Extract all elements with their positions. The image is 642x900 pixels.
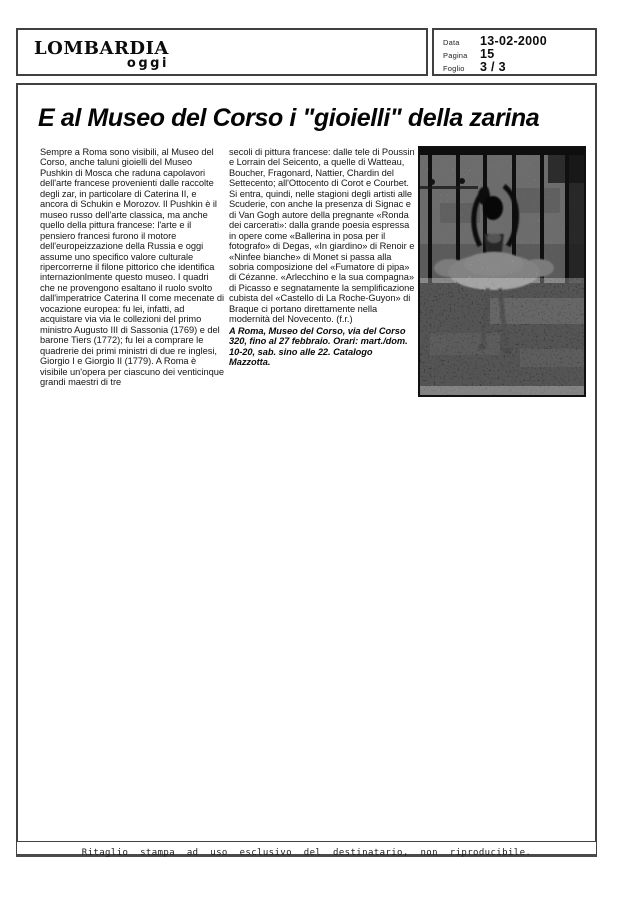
article-column-1: Sempre a Roma sono visibili, al Museo del Corso, anche taluni gioielli del Museo Pushkin di Mosca che raduna capolavori dell'arte francese provenienti dalle raccolte degli zar, in particolare di Caterina II, e ancora di Schukin e Morozov. Il Pushkin è il museo russo dell'arte classica, ma anche quello della pittura francese: l'arte e il pensiero francesi furono il motore dell'europeizzazione della Russia e oggi assume uno specifico valore culturale ripercorrerne il filone pittorico che identifica internazionlmente questo museo. I quadri che ne provengono esaltano il ruolo svolto dall'imperatrice Caterina II come mecenate di vocazione europea: fu lei, infatti, ad acquistare via via le collezioni del primo ministro Augusto III di Sassonia (1769) e del barone Tiers (1772); fu lei a comprare le quadrerie dei primi ministri di due re inglesi, Giorgio I e Giorgio II (1779). A Roma è visibile un'opera per ciascuno dei venticinque grandi maestri di tre — [40, 147, 224, 387]
article-headline: E al Museo del Corso i "gioielli" della zarina — [38, 104, 540, 132]
publication-logo — [34, 40, 169, 70]
footer-disclaimer-text: Ritaglio stampa ad uso esclusivo del destinatario, non riproducibile. — [81, 848, 532, 858]
article-info-block: A Roma, Museo del Corso, via del Corso 320, fino al 27 febbraio. Orari: mart./dom. 10-20, sab. sino alle 22. Catalogo Mazzotta. — [229, 325, 408, 368]
meta-row-page — [443, 47, 595, 60]
ballerina-photo — [418, 146, 586, 397]
article-column-2 — [229, 147, 416, 368]
clipping-meta-box — [432, 28, 597, 76]
publication-logo-box — [16, 28, 428, 76]
article-column-2-text: secoli di pittura francese: dalle tele di Poussin e Lorrain del Seicento, a quelle di Watteau, Boucher, Fragonard, Nattier, Chardin del Settecento; all'Ottocento di Corot e Courbet. Si entra, quindi, nelle stagioni degli artisti alle Scuderie, con anche la presenza di Signac e di Van Gogh autore della pregnante «Ronda dei carcerati»: dalla grande poesia espressa in opere come «Ballerina in posa per il fotografo» di Degas, «In giardino» di Renoir e «Ninfee bianche» di Monet si passa alla sobria composizione del «Fumatore di pipa» di Cézanne. «Arlecchino e la sua compagna» di Picasso e segnatamente la semplificazione cubista del «Castello di La Roche-Guyon» di Braque ci portano direttamente nella modernità del Novecento. (f.r.) — [229, 147, 415, 325]
meta-label-sheet: Foglio — [443, 64, 465, 73]
ballerina-photo-art — [420, 148, 584, 395]
footer-disclaimer-bar — [16, 841, 597, 857]
meta-label-date: Data — [443, 38, 460, 47]
brand-suffix: oggi — [126, 56, 169, 71]
meta-label-page: Pagina — [443, 51, 468, 60]
meta-row-date — [443, 34, 595, 47]
brand-name: LOMBARDIA — [34, 38, 169, 59]
meta-row-sheet — [443, 60, 595, 73]
meta-value-sheet: 3 / 3 — [480, 60, 506, 74]
meta-value-page: 15 — [480, 47, 495, 61]
meta-value-date: 13-02-2000 — [480, 34, 547, 48]
